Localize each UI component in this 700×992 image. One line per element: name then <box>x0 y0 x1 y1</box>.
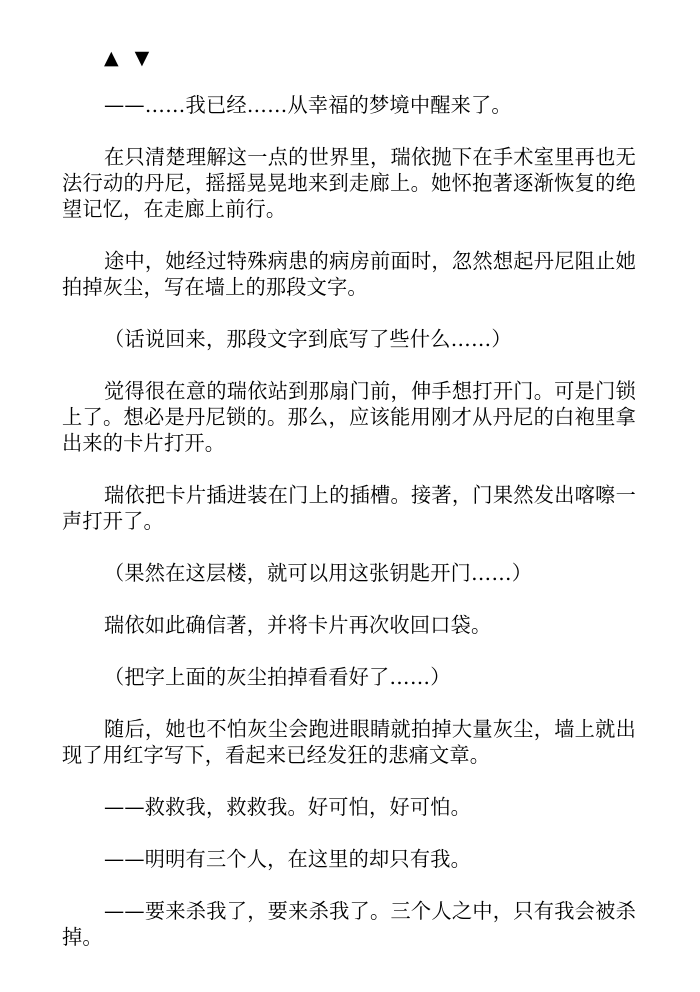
page-body <box>62 44 636 976</box>
paragraph-5: 觉得很在意的瑞依站到那扇门前，伸手想打开门。可是门锁上了。想必是丹尼锁的。那么，应该能用刚才从丹尼的白袍里拿出来的卡片打开。 <box>62 379 636 455</box>
paragraph-7: （果然在这层楼，就可以用这张钥匙开门……） <box>104 561 533 585</box>
paragraph-8: 瑞依如此确信著，并将卡片再次收回口袋。 <box>104 613 492 637</box>
paragraph-13: ——要来杀我了，要来杀我了。三个人之中，只有我会被杀掉。 <box>62 899 636 949</box>
paragraph-10: 随后，她也不怕灰尘会跑进眼睛就拍掉大量灰尘，墙上就出现了用红字写下，看起来已经发狂的悲痛文章。 <box>62 717 636 767</box>
paragraph-6: 瑞依把卡片插进装在门上的插槽。接著，门果然发出喀嚓一声打开了。 <box>62 483 636 533</box>
paragraph-1: ——……我已经……从幸福的梦境中醒来了。 <box>104 93 512 117</box>
paragraph-2: 在只清楚理解这一点的世界里，瑞依抛下在手术室里再也无法行动的丹尼，摇摇晃晃地来到走廊上。她怀抱著逐渐恢复的绝望记忆，在走廊上前行。 <box>62 145 636 221</box>
paragraph-4: （话说回来，那段文字到底写了些什么……） <box>104 327 512 351</box>
paragraph-11: ——救救我，救救我。好可怕，好可怕。 <box>104 795 471 819</box>
paragraph-12: ——明明有三个人，在这里的却只有我。 <box>104 847 471 871</box>
paragraph-9: （把字上面的灰尘拍掉看看好了……） <box>104 665 451 689</box>
paragraph-3: 途中，她经过特殊病患的病房前面时，忽然想起丹尼阻止她拍掉灰尘，写在墙上的那段文字。 <box>62 249 636 299</box>
triangle-down-icon: ▼ <box>134 47 150 69</box>
section-break-marker <box>62 44 636 76</box>
triangle-up-icon: ▲ <box>104 47 119 69</box>
